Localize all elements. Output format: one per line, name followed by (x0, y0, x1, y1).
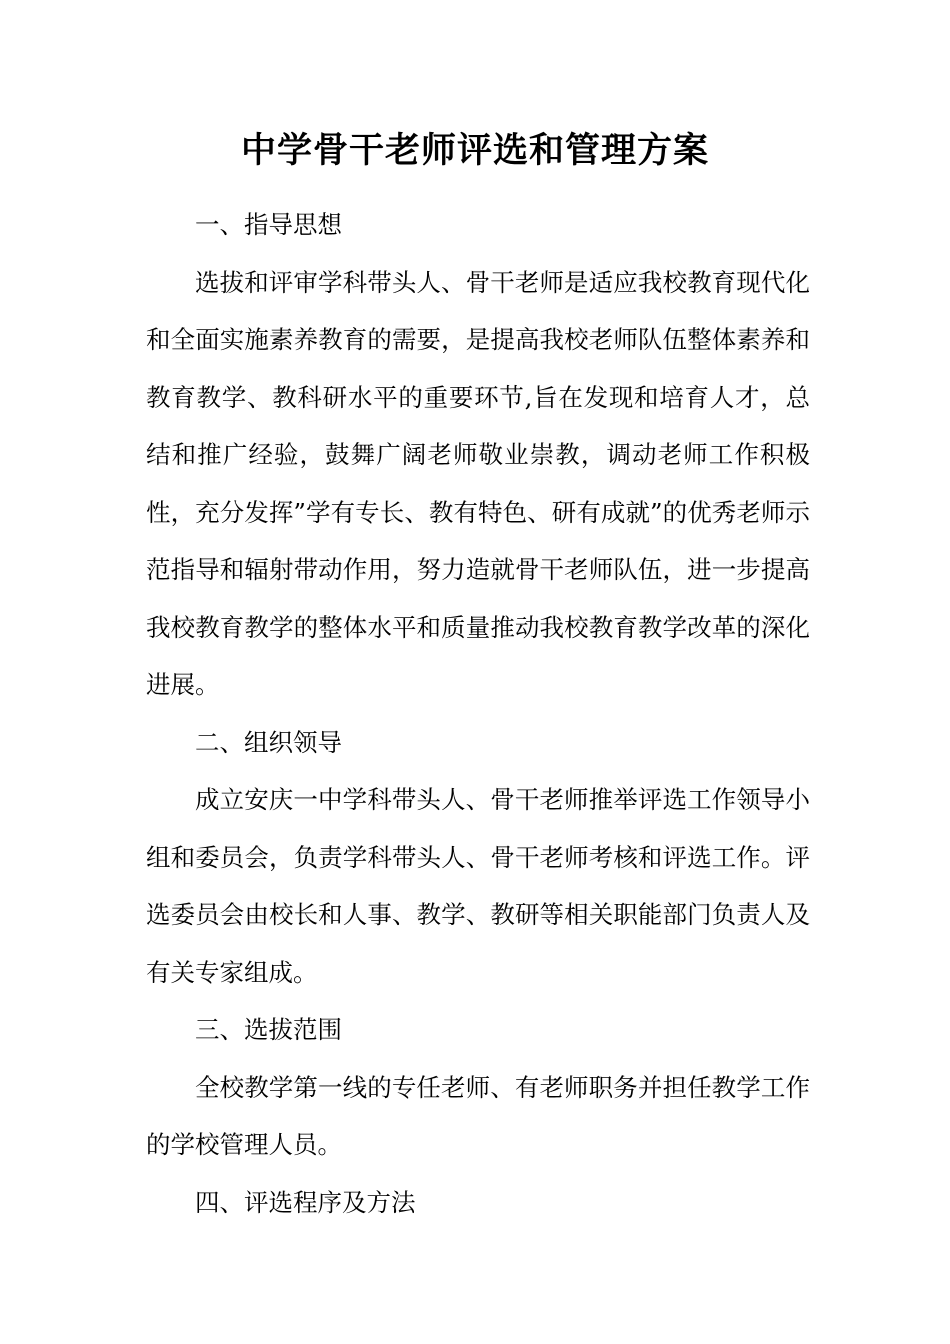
section-heading-organization: 二、组织领导 (195, 727, 342, 757)
section-paragraph-organization: 成立安庆一中学科带头人、骨干老师推举评选工作领导小组和委员会，负责学科带头人、骨干老师考核和评选工作。评选委员会由校长和人事、教学、教研等相关职能部门负责人及有关专家组成。 (146, 785, 810, 987)
document-title: 中学骨干老师评选和管理方案 (240, 130, 709, 171)
document-body (146, 196, 810, 1231)
section-heading-guiding-ideology: 一、指导思想 (195, 210, 342, 239)
section-paragraph-selection-scope: 全校教学第一线的专任老师、有老师职务并担任教学工作的学校管理人员。 (146, 1072, 810, 1159)
section-heading-selection-scope: 三、选拔范围 (195, 1015, 342, 1044)
section-paragraph-guiding-ideology: 选拔和评审学科带头人、骨干老师是适应我校教育现代化和全面实施素养教育的需要，是提高我校老师队伍整体素养和教育教学、教科研水平的重要环节,旨在发现和培育人才，总结和推广经验，鼓舞广阔老师敬业崇教，调动老师工作积极性，充分发挥”学有专长、教有特色、研有成就”的优秀老师示范指导和辐射带动作用，努力造就骨干老师队伍，进一步提高我校教育教学的整体水平和质量推动我校教育教学改革的深化进展。 (146, 267, 810, 699)
section-heading-procedure: 四、评选程序及方法 (195, 1187, 416, 1217)
